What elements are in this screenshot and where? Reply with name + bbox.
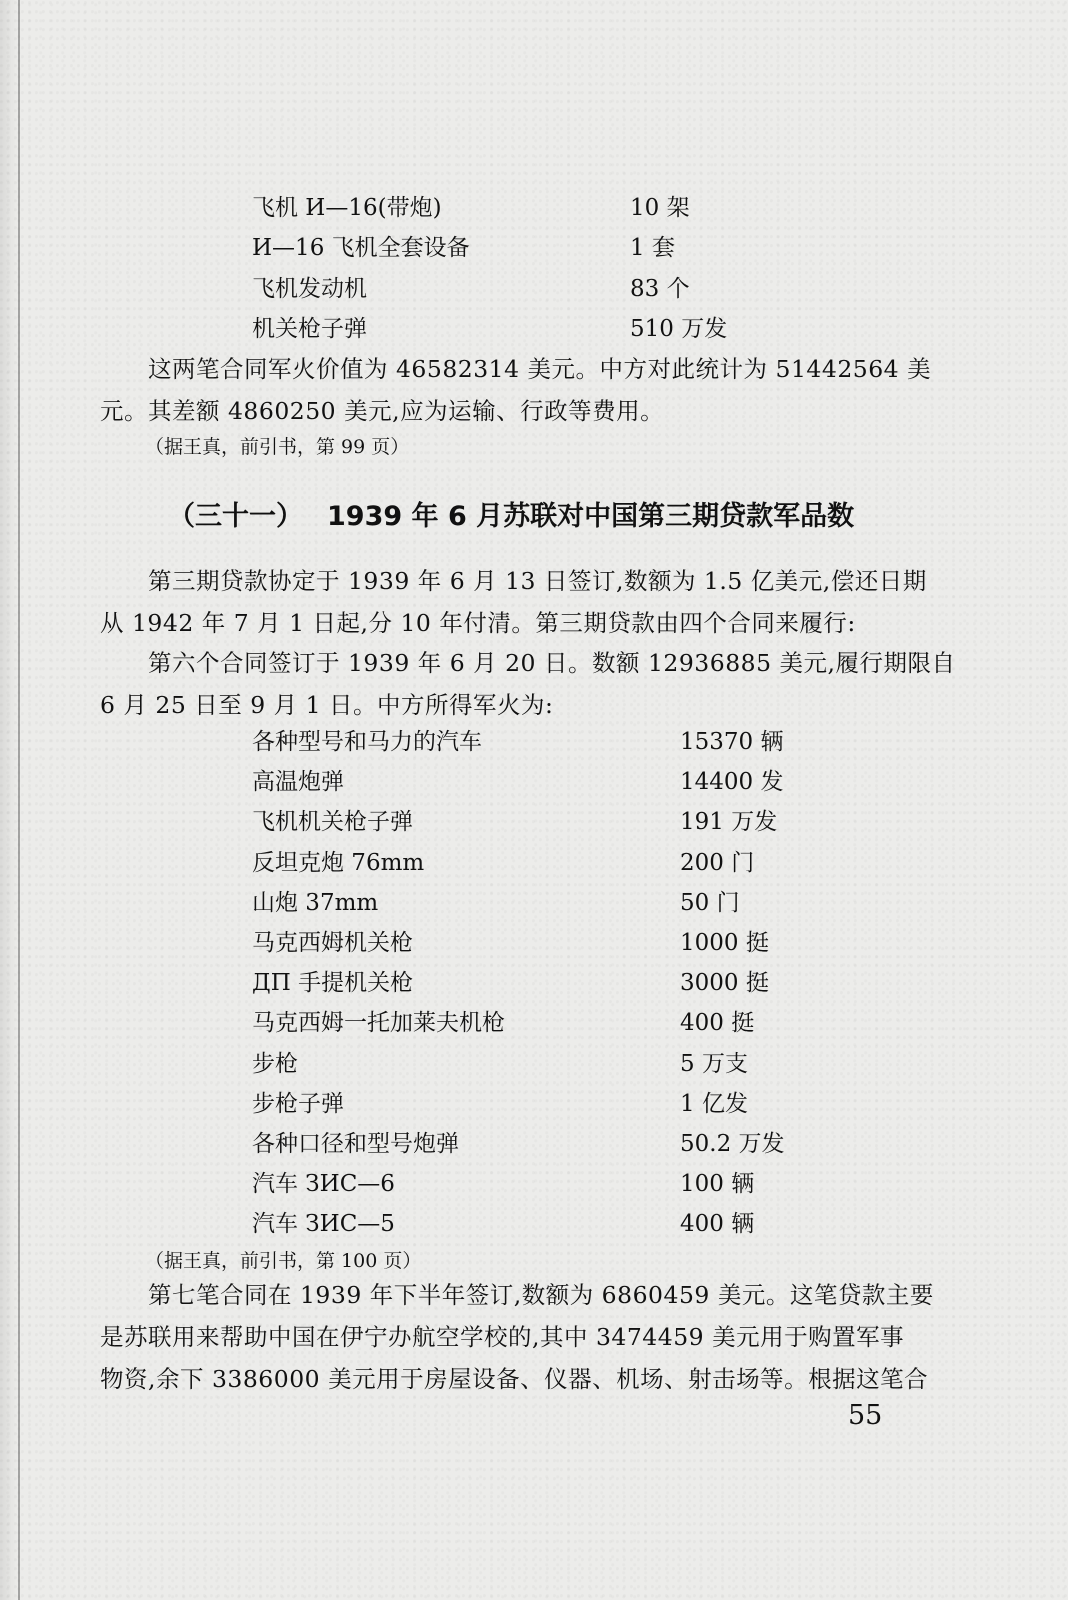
text-line: 元。其差额 4860250 美元,应为运输、行政等费用。: [100, 397, 665, 425]
text-line: 从 1942 年 7 月 1 日起,分 10 年付清。第三期贷款由四个合同来履行:: [100, 609, 856, 637]
table-row: [0, 1164, 1068, 1204]
munitions-table-2: [0, 722, 1068, 1244]
item-name: 各种口径和型号炮弹: [252, 1130, 459, 1157]
text-line: 第七笔合同在 1939 年下半年签订,数额为 6860459 美元。这笔贷款主要: [100, 1281, 934, 1309]
item-name: ДП 手提机关枪: [252, 970, 414, 997]
text-line: 第六个合同签订于 1939 年 6 月 20 日。数额 12936885 美元,履行期限自: [100, 649, 956, 677]
text-line: 物资,余下 3386000 美元用于房屋设备、仪器、机场、射击场等。根据这笔合: [100, 1365, 929, 1393]
table-row: [0, 923, 1068, 963]
item-quantity: 191 万发: [680, 809, 778, 836]
item-quantity: 1 套: [630, 235, 675, 262]
item-quantity: 5 万支: [680, 1050, 748, 1077]
source-citation-1: （据王真，前引书，第 99 页）: [145, 436, 410, 458]
item-name: 各种型号和马力的汽车: [252, 729, 482, 755]
item-name: 汽车 ЗИС—6: [252, 1171, 395, 1198]
item-quantity: 100 辆: [680, 1171, 755, 1198]
item-name: 汽车 ЗИС—5: [252, 1211, 395, 1238]
paragraph-sixth-contract: [100, 642, 956, 726]
item-quantity: 10 架: [630, 195, 690, 221]
table-row: [0, 1084, 1068, 1124]
table-row: [0, 269, 1068, 309]
item-name: 高温炮弹: [252, 769, 344, 796]
item-name: И—16 飞机全套设备: [252, 235, 470, 262]
item-quantity: 1000 挺: [680, 929, 769, 956]
section-number: （三十一）: [168, 501, 303, 532]
item-name: 步枪子弹: [252, 1090, 344, 1117]
table-row: [0, 228, 1068, 268]
item-quantity: 1 亿发: [680, 1090, 748, 1117]
item-name: 马克西姆机关枪: [252, 929, 413, 956]
section-heading: [168, 494, 928, 533]
item-quantity: 50.2 万发: [680, 1130, 785, 1157]
item-quantity: 50 门: [680, 889, 740, 916]
table-row: [0, 762, 1068, 802]
table-row: [0, 1044, 1068, 1084]
paragraph-contract-value: [100, 348, 940, 432]
item-name: 山炮 37mm: [252, 889, 379, 916]
paragraph-seventh-contract: [100, 1274, 940, 1400]
item-quantity: 200 门: [680, 849, 755, 876]
table-row: [0, 802, 1068, 842]
text-line: 是苏联用来帮助中国在伊宁办航空学校的,其中 3474459 美元用于购置军事: [100, 1323, 905, 1351]
table-row: [0, 309, 1068, 349]
table-row: [0, 1204, 1068, 1244]
text-line: 第三期贷款协定于 1939 年 6 月 13 日签订,数额为 1.5 亿美元,偿还日期: [100, 567, 927, 595]
item-quantity: 3000 挺: [680, 970, 769, 997]
item-name: 飞机机关枪子弹: [252, 809, 413, 836]
item-quantity: 400 挺: [680, 1010, 755, 1037]
table-row: [0, 883, 1068, 923]
table-row: [0, 188, 1068, 228]
item-name: 马克西姆一托加莱夫机枪: [252, 1010, 505, 1037]
paragraph-third-loan: [100, 560, 940, 644]
table-row: [0, 843, 1068, 883]
text-line: 6 月 25 日至 9 月 1 日。中方所得军火为:: [100, 691, 554, 719]
munitions-table-1: [0, 188, 1068, 350]
item-name: 步枪: [252, 1050, 298, 1077]
source-citation-2: （据王真，前引书，第 100 页）: [145, 1250, 422, 1272]
item-quantity: 83 个: [630, 275, 690, 302]
item-name: 机关枪子弹: [252, 316, 367, 343]
table-row: [0, 1124, 1068, 1164]
table-row: [0, 722, 1068, 762]
text-line: 这两笔合同军火价值为 46582314 美元。中方对此统计为 51442564 美: [100, 355, 932, 383]
section-title: 1939 年 6 月苏联对中国第三期贷款军品数: [327, 501, 855, 532]
item-quantity: 14400 发: [680, 769, 784, 796]
table-row: [0, 963, 1068, 1003]
table-row: [0, 1003, 1068, 1043]
item-quantity: 15370 辆: [680, 729, 784, 755]
item-quantity: 510 万发: [630, 316, 728, 343]
item-name: 反坦克炮 76mm: [252, 849, 425, 876]
item-quantity: 400 辆: [680, 1211, 755, 1238]
page-number: 55: [848, 1400, 883, 1431]
item-name: 飞机 И—16(带炮): [252, 195, 442, 221]
item-name: 飞机发动机: [252, 275, 367, 302]
